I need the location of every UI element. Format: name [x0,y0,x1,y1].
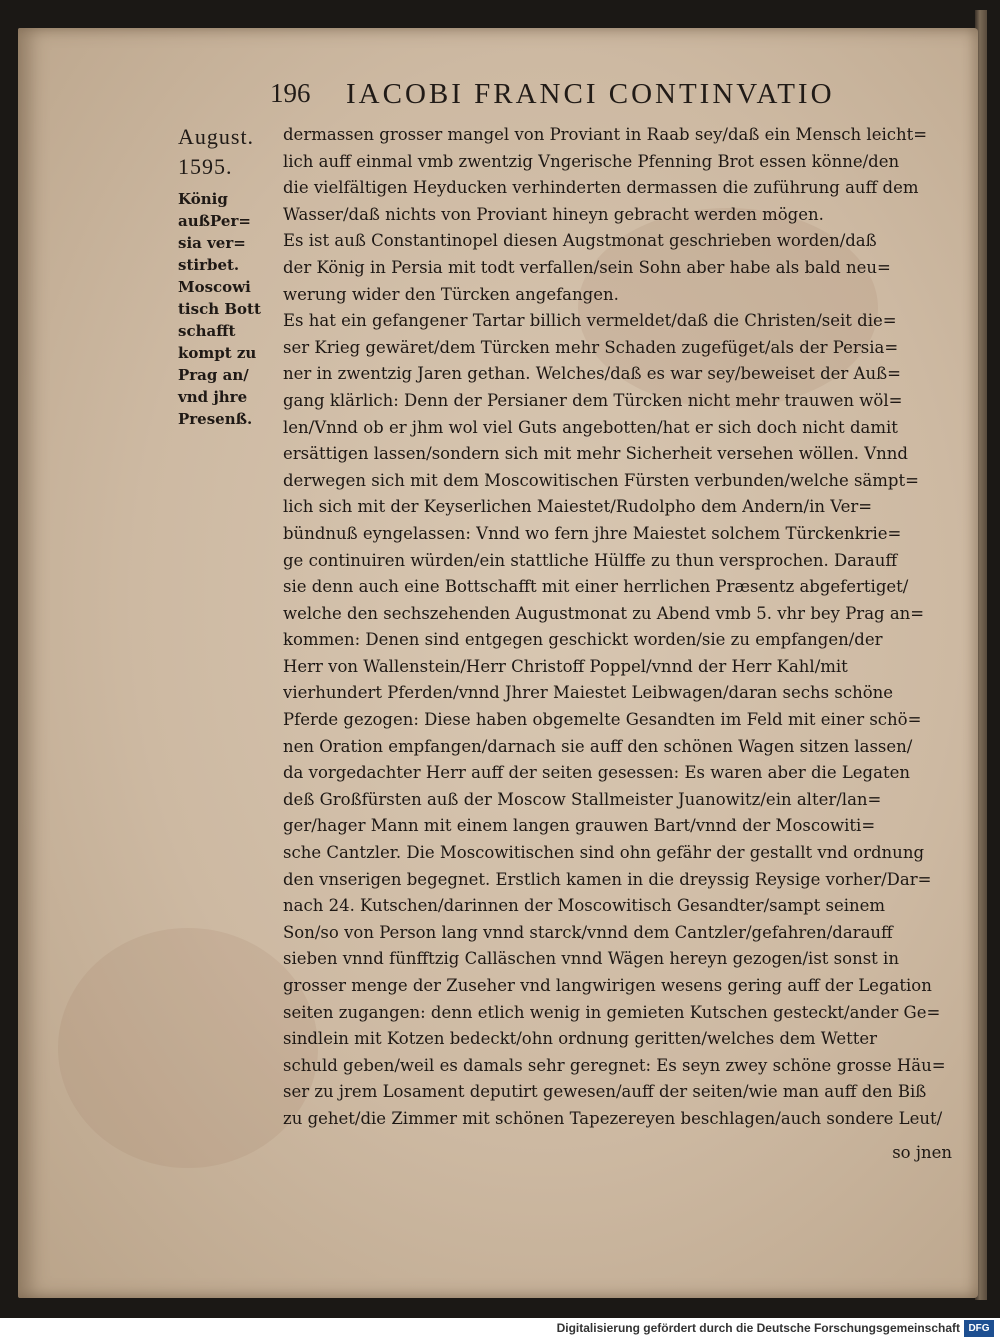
text-line: welche den sechszehenden Augustmonat zu Abend vmb 5. vhr bey Prag an= [283,603,925,623]
text-line: ge continuiren würden/ein stattliche Hülffe zu thun versprochen. Darauff [283,550,898,570]
text-line: Son/so von Person lang vnnd starck/vnnd dem Cantzler/gefahren/darauff [283,922,893,942]
text-line: grosser menge der Zuseher vnd langwirigen wesens gering auff der Legation [283,976,932,995]
margin-note: König außPer= sia ver= stirbet. [178,190,251,274]
body-text [283,122,955,1133]
text-line: zu gehet/die Zimmer mit schönen Tapezereyen beschlagen/auch sondere Leut/ [283,1108,943,1128]
text-line: sche Cantzler. Die Moscowitischen sind ohn gefähr der gestallt vnd ordnung [283,843,925,863]
text-line: Wasser/daß nichts von Proviant hineyn gebracht werden mögen. [283,204,824,224]
margin-date-year: 1595. [178,154,233,179]
text-line: gang klärlich: Denn der Persianer dem Türcken nicht mehr trauwen wöl= [283,390,903,410]
footer-bar [0,1318,1000,1340]
text-line: ner in zwentzig Jaren gethan. Welches/daß es war sey/beweiset der Auß= [283,364,901,384]
text-line: Pferde gezogen: Diese haben obgemelte Gesandten im Feld mit einer schö= [283,710,922,730]
paper-stain [58,928,318,1168]
dfg-logo: DFG [964,1320,994,1337]
text-line: sindlein mit Kotzen bedeckt/ohn ordnung geritten/welches dem Wetter [283,1029,878,1049]
text-line: sie denn auch eine Bottschafft mit einer herrlichen Præsentz abgefertiget/ [283,577,909,597]
text-line: die vielfältigen Heyducken verhinderten dermassen die zuführung auff dem [283,178,919,198]
text-line: da vorgedachter Herr auff der seiten gesessen: Es waren aber die Legaten [283,763,910,783]
text-line: kommen: Denen sind entgegen geschickt worden/sie zu empfangen/der [283,630,883,650]
text-line: bündnuß eyngelassen: Vnnd wo fern jhre Maiestet solchem Türckenkrie= [283,523,902,543]
page-number: 196 [270,78,311,108]
text-line: sieben vnnd fünfftzig Calläschen vnnd Wägen hereyn gezogen/ist sonst in [283,949,899,969]
text-line: Es hat ein gefangener Tartar billich vermeldet/daß die Christen/seit die= [283,311,897,331]
text-line: ser zu jrem Losament deputirt gewesen/auff der seiten/wie man auff den Biß [283,1082,927,1102]
text-line: der König in Persia mit todt verfallen/sein Sohn aber habe als bald neu= [283,257,891,277]
text-line: lich auff einmal vmb zwentzig Vngerische Pfenning Brot essen könne/den [283,151,900,171]
text-line: seiten zugangen: denn etlich wenig in gemieten Kutschen gesteckt/ander Ge= [283,1002,941,1022]
text-line: den vnserigen begegnet. Erstlich kamen in die dreyssig Reysige vorher/Dar= [283,869,932,889]
text-line: ger/hager Mann mit einem langen grauwen Bart/vnnd der Moscowiti= [283,816,876,836]
text-line: schuld geben/weil es damals sehr geregnet: Es seyn zwey schöne grosse Häu= [283,1055,946,1075]
funding-credit: Digitalisierung gefördert durch die Deutsche Forschungsgemeinschaft [556,1321,960,1335]
catchword: so jnen [892,1143,952,1162]
margin-note: Moscowi tisch Bott schafft kompt zu Prag an/ vnd jhre Presenß. [178,278,261,428]
text-line: dermassen grosser mangel von Proviant in Raab sey/daß ein Mensch leicht= [283,125,928,144]
text-line: werung wider den Türcken angefangen. [283,284,619,304]
text-line: nach 24. Kutschen/darinnen der Moscowitisch Gesandter/sampt seinem [283,896,886,916]
running-head [270,78,880,114]
text-line: lich sich mit der Keyserlichen Maiestet/Rudolpho dem Andern/in Ver= [283,497,873,517]
text-line: nen Oration empfangen/darnach sie auff den schönen Wagen sitzen lassen/ [283,736,913,756]
text-line: derwegen sich mit dem Moscowitischen Fürsten verbunden/welche sämpt= [283,470,919,490]
running-head-title: IACOBI FRANCI CONTINVATIO [346,78,835,110]
marginalia [178,122,278,430]
text-line: Es ist auß Constantinopel diesen Augstmonat geschrieben worden/daß [283,231,877,251]
text-line: ser Krieg gewäret/dem Türcken mehr Schaden zugefüget/als der Persia= [283,337,899,357]
margin-date-month: August. [178,124,255,149]
text-line: len/Vnnd ob er jhm wol viel Guts angebotten/hat er sich doch nicht damit [283,417,898,437]
text-line: ersättigen lassen/sondern sich mit mehr Sicherheit versehen wöllen. Vnnd [283,444,908,464]
text-line: Herr von Wallenstein/Herr Christoff Poppel/vnnd der Herr Kahl/mit [283,656,848,676]
text-line: deß Großfürsten auß der Moscow Stallmeister Juanowitz/ein alter/lan= [283,789,882,809]
text-line: vierhundert Pferden/vnnd Jhrer Maiestet Leibwagen/daran sechs schöne [283,683,894,703]
